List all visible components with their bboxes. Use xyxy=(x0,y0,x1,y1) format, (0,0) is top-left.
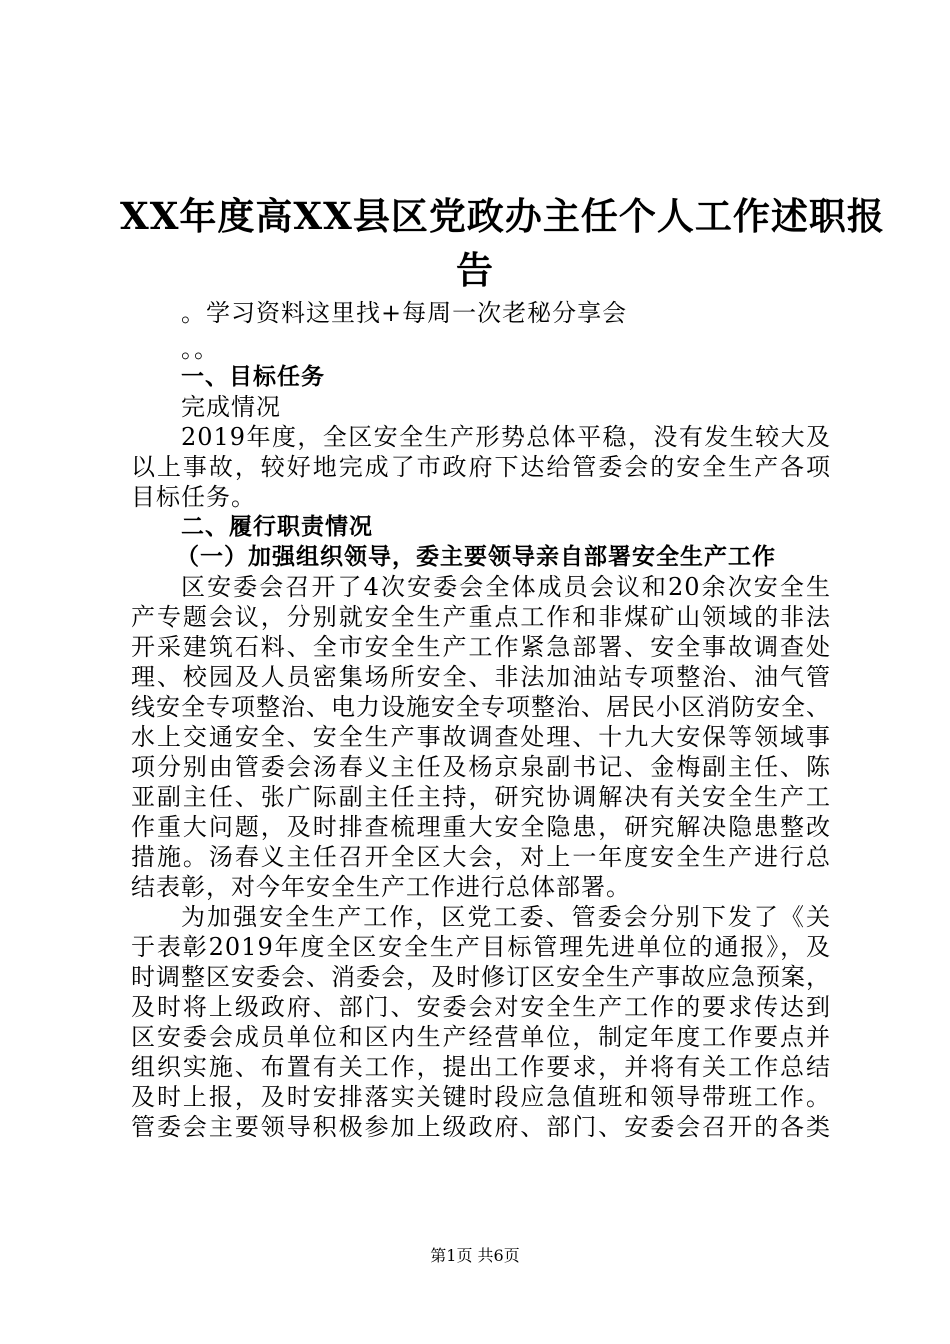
paragraph-line: 结表彰，对今年安全生产工作进行总体部署。 xyxy=(131,873,631,901)
subheading-completion: 完成情况 xyxy=(181,393,281,421)
paragraph-line: 管委会主要领导积极参加上级政府、部门、安委会召开的各类 xyxy=(131,1113,831,1141)
paragraph-line: 区安委会成员单位和区内生产经营单位，制定年度工作要点并 xyxy=(131,1023,831,1051)
paragraph-line: 2019年度，全区安全生产形势总体平稳，没有发生较大及 xyxy=(181,423,831,451)
paragraph-line: 区安委会召开了4次安委会全体成员会议和20余次安全生 xyxy=(181,573,831,601)
paragraph-line: 以上事故，较好地完成了市政府下达给管委会的安全生产各项 xyxy=(131,453,831,481)
paragraph-line: 亚副主任、张广际副主任主持，研究协调解决有关安全生产工 xyxy=(131,783,831,811)
paragraph-line: 组织实施、布置有关工作，提出工作要求，并将有关工作总结 xyxy=(131,1053,831,1081)
paragraph-line: 产专题会议，分别就安全生产重点工作和非煤矿山领域的非法 xyxy=(131,603,831,631)
paragraph-line: 理、校园及人员密集场所安全、非法加油站专项整治、油气管 xyxy=(131,663,831,691)
document-title-line-2: 告 xyxy=(456,248,494,292)
section-heading-1: 一、目标任务 xyxy=(181,364,325,390)
paragraph-line: 于表彰2019年度全区安全生产目标管理先进单位的通报》，及 xyxy=(131,933,831,961)
page-number-footer: 第1页 共6页 xyxy=(430,1246,520,1265)
paragraph-line: 水上交通安全、安全生产事故调查处理、十九大安保等领域事 xyxy=(131,723,831,751)
paragraph-line: 目标任务。 xyxy=(131,483,256,511)
paragraph-line: 为加强安全生产工作，区党工委、管委会分别下发了《关 xyxy=(181,903,831,931)
intro-line: 。学习资料这里找+每周一次老秘分享会 xyxy=(181,299,628,327)
paragraph-line: 及时上报，及时安排落实关键时段应急值班和领导带班工作。 xyxy=(131,1083,831,1111)
paragraph-line: 及时将上级政府、部门、安委会对安全生产工作的要求传达到 xyxy=(131,993,831,1021)
paragraph-line: 措施。汤春义主任召开全区大会，对上一年度安全生产进行总 xyxy=(131,843,831,871)
paragraph-line: 线安全专项整治、电力设施安全专项整治、居民小区消防安全、 xyxy=(131,693,831,721)
paragraph-line: 项分别由管委会汤春义主任及杨京泉副书记、金梅副主任、陈 xyxy=(131,753,831,781)
section-heading-2: 二、履行职责情况 xyxy=(181,514,373,540)
document-title-line-1: XX年度高XX县区党政办主任个人工作述职报 xyxy=(120,194,885,238)
paragraph-line: 时调整区安委会、消委会，及时修订区安全生产事故应急预案， xyxy=(131,963,831,991)
paragraph-line: 作重大问题，及时排查梳理重大安全隐患，研究解决隐患整改 xyxy=(131,813,831,841)
intro-dots: 。。 xyxy=(181,335,219,363)
subsection-heading-1: （一）加强组织领导，委主要领导亲自部署安全生产工作 xyxy=(176,544,776,570)
paragraph-line: 开采建筑石料、全市安全生产工作紧急部署、安全事故调查处 xyxy=(131,633,831,661)
